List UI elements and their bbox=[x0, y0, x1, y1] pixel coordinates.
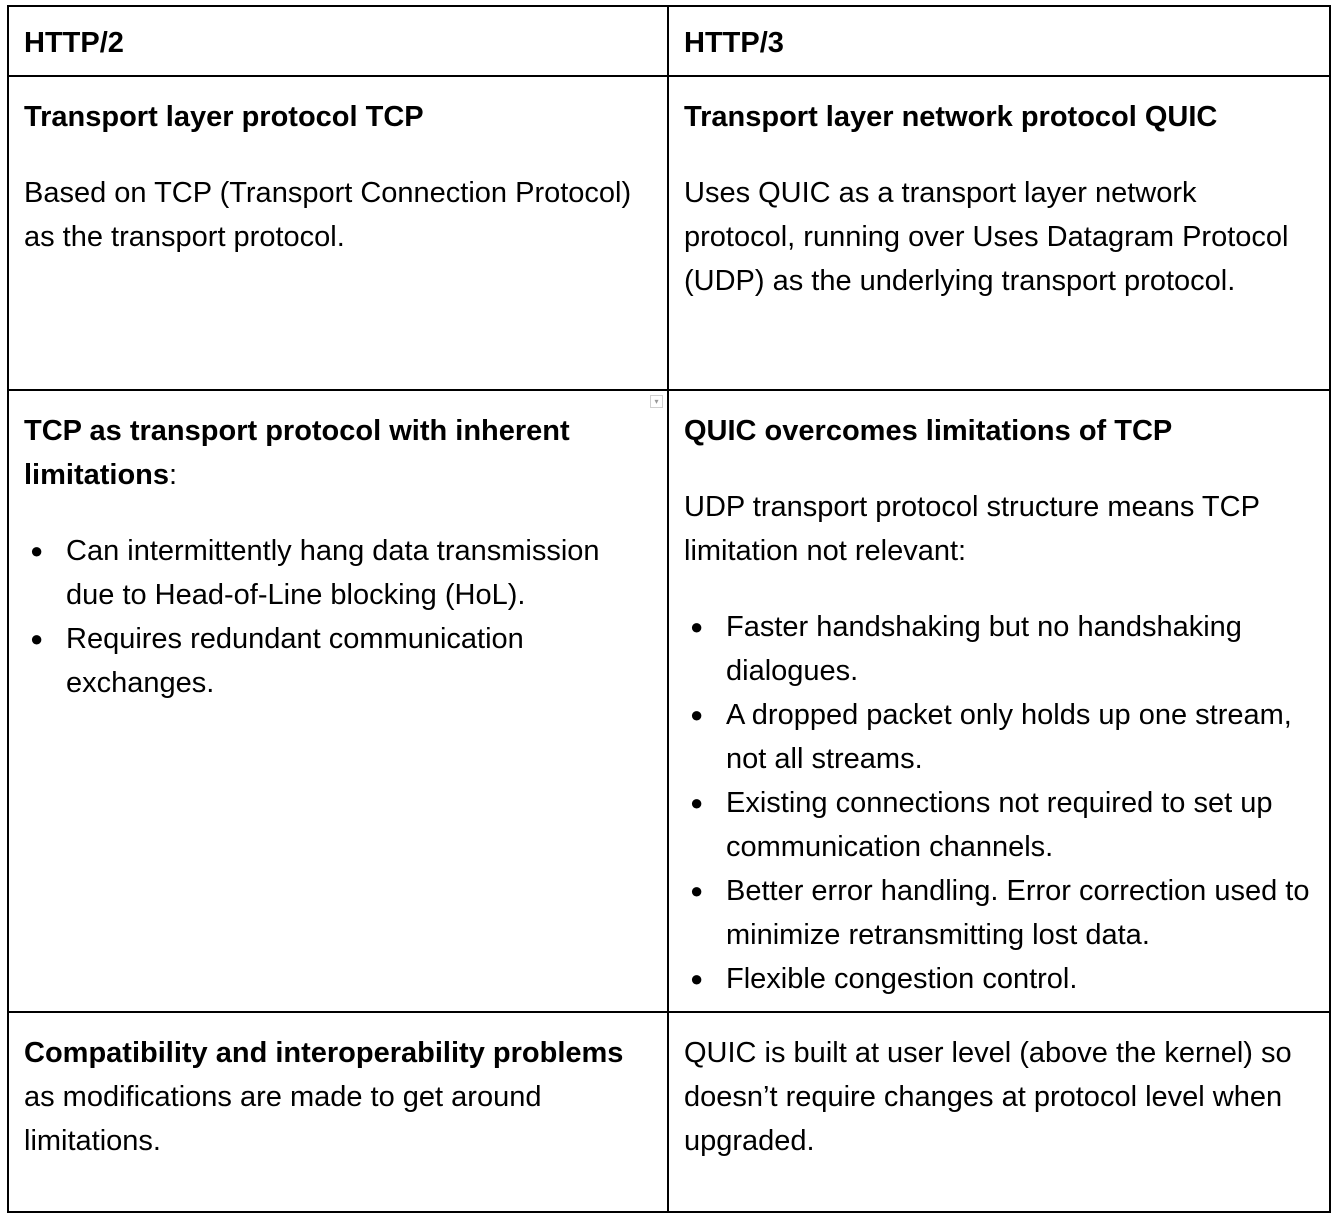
list-item bbox=[24, 617, 653, 705]
list-item-text: Requires redundant communication exchanges. bbox=[66, 623, 524, 699]
comment-dropdown-icon[interactable]: ▾ bbox=[650, 395, 663, 408]
list-item-text: Can intermittently hang data transmission due to Head-of-Line blocking (HoL). bbox=[66, 535, 600, 611]
bullet-list bbox=[24, 529, 653, 705]
table-row bbox=[8, 390, 1330, 1012]
list-item bbox=[684, 781, 1315, 869]
bullet-list bbox=[684, 605, 1315, 1001]
bullet-icon: ● bbox=[690, 878, 704, 903]
cell-title: TCP as transport protocol with inherent limitations bbox=[24, 415, 570, 491]
bullet-icon: ● bbox=[30, 626, 44, 651]
cell-http3-transport[interactable] bbox=[668, 76, 1330, 390]
cell-http2-transport[interactable] bbox=[8, 76, 668, 390]
cell-bold-text: Compatibility and interoperability problems bbox=[24, 1037, 624, 1069]
cell-http3-compatibility[interactable] bbox=[668, 1012, 1330, 1212]
cell-intro: UDP transport protocol structure means TCP limitation not relevant: bbox=[684, 491, 1260, 567]
cell-title-suffix: : bbox=[169, 459, 178, 491]
list-item-text: A dropped packet only holds up one stream, not all streams. bbox=[726, 699, 1292, 775]
bullet-icon: ● bbox=[690, 966, 704, 991]
cell-body-line bbox=[24, 1031, 653, 1163]
cell-http2-limitations[interactable] bbox=[8, 390, 668, 1012]
header-cell-http3[interactable] bbox=[668, 6, 1330, 76]
list-item bbox=[684, 869, 1315, 957]
list-item-text: Existing connections not required to set up communication channels. bbox=[726, 787, 1273, 863]
cell-body: Uses QUIC as a transport layer network protocol, running over Uses Datagram Protocol (UDP) as the underlying transport protocol. bbox=[684, 177, 1289, 297]
header-http3: HTTP/3 bbox=[684, 27, 784, 59]
cell-title: QUIC overcomes limitations of TCP bbox=[684, 415, 1173, 447]
list-item bbox=[684, 605, 1315, 693]
header-row bbox=[8, 6, 1330, 76]
comparison-table bbox=[7, 5, 1331, 1213]
list-item bbox=[684, 693, 1315, 781]
cell-title-line bbox=[24, 409, 653, 497]
cell-http2-compatibility[interactable] bbox=[8, 1012, 668, 1212]
bullet-icon: ● bbox=[690, 702, 704, 727]
bullet-icon: ● bbox=[30, 538, 44, 563]
list-item-text: Faster handshaking but no handshaking dialogues. bbox=[726, 611, 1242, 687]
table-row bbox=[8, 76, 1330, 390]
table-row bbox=[8, 1012, 1330, 1212]
cell-title: Transport layer protocol TCP bbox=[24, 101, 424, 133]
list-item-text: Better error handling. Error correction used to minimize retransmitting lost data. bbox=[726, 875, 1310, 951]
cell-http3-advantages[interactable] bbox=[668, 390, 1330, 1012]
bullet-icon: ● bbox=[690, 790, 704, 815]
header-http2: HTTP/2 bbox=[24, 27, 124, 59]
cell-body: as modifications are made to get around limitations. bbox=[24, 1081, 542, 1157]
list-item bbox=[684, 957, 1315, 1001]
header-cell-http2[interactable] bbox=[8, 6, 668, 76]
cell-body: QUIC is built at user level (above the kernel) so doesn’t require changes at protocol level when upgraded. bbox=[684, 1037, 1292, 1157]
cell-title: Transport layer network protocol QUIC bbox=[684, 101, 1218, 133]
list-item bbox=[24, 529, 653, 617]
bullet-icon: ● bbox=[690, 614, 704, 639]
cell-body: Based on TCP (Transport Connection Protocol) as the transport protocol. bbox=[24, 177, 632, 253]
list-item-text: Flexible congestion control. bbox=[726, 963, 1078, 995]
